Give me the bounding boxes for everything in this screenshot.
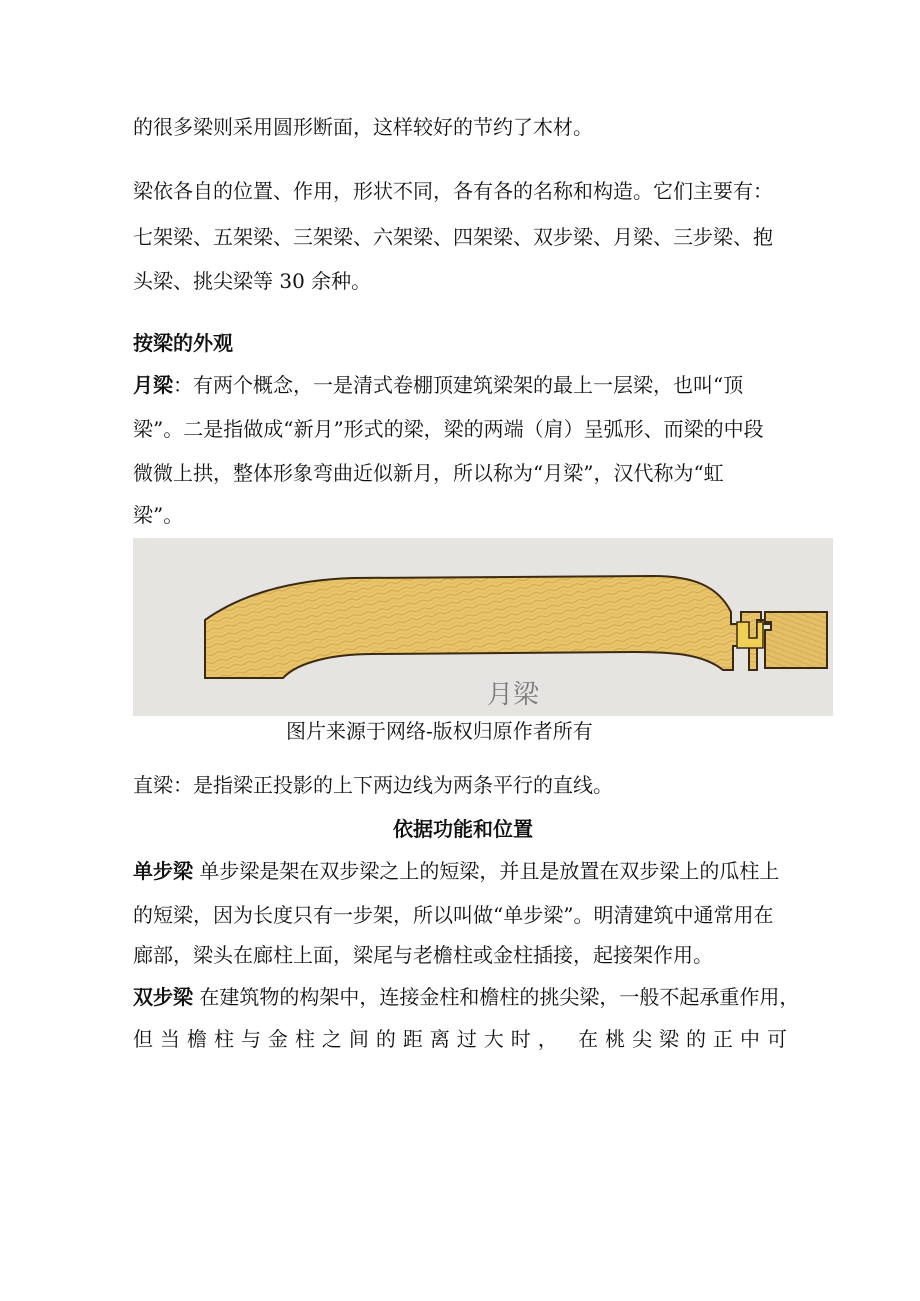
definition-text: ：有两个概念，一是清式卷棚顶建筑梁架的最上一层梁，也叫“顶 [173, 373, 744, 397]
figure-label: 月梁 [486, 680, 539, 710]
section-heading: 按梁的外观 [133, 331, 233, 355]
section-heading: 依据功能和位置 [393, 817, 533, 841]
paragraph-text: 廊部，梁头在廊柱上面，梁尾与老檐柱或金柱插接，起接架作用。 [133, 943, 713, 967]
paragraph-text: 微微上拱，整体形象弯曲近似新月，所以称为“月梁”，汉代称为“虹 [133, 461, 724, 485]
paragraph-text: 的很多梁则采用圆形断面，这样较好的节约了木材。 [133, 115, 593, 139]
moon-beam-image [133, 538, 833, 716]
paragraph-text: 七架梁、五架梁、三架梁、六架梁、四架梁、双步梁、月梁、三步梁、抱 [133, 225, 773, 249]
definition-line [133, 370, 793, 400]
definition-text: 在建筑物的构架中，连接金柱和檐柱的挑尖梁，一般不起承重作用， [193, 985, 800, 1009]
beam-end-block [765, 612, 827, 668]
paragraph-text: 梁”。 [133, 503, 184, 527]
definition-line [133, 982, 800, 1012]
term-label: 月梁 [133, 373, 173, 397]
definition-line [133, 856, 793, 886]
term-label: 双步梁 [133, 985, 193, 1009]
paragraph-text: 梁”。二是指做成“新月”形式的梁，梁的两端（肩）呈弧形、而梁的中段 [133, 417, 764, 441]
term-label: 单步梁 [133, 859, 193, 883]
definition-text: 单步梁是架在双步梁之上的短梁，并且是放置在双步梁上的瓜柱上 [193, 859, 780, 883]
paragraph-text: 直梁：是指梁正投影的上下两边线为两条平行的直线。 [133, 773, 613, 797]
paragraph-text: 的短梁，因为长度只有一步架，所以叫做“单步梁”。明清建筑中通常用在 [133, 903, 774, 927]
figure-caption: 图片来源于网络-版权归原作者所有 [286, 719, 593, 743]
paragraph-text: 梁依各自的位置、作用，形状不同，各有各的名称和构造。它们主要有： [133, 179, 773, 203]
paragraph-text: 但当檐柱与金柱之间的距离过大时， 在桃尖梁的正中可 [133, 1027, 793, 1051]
paragraph-text: 头梁、挑尖梁等 30 余种。 [133, 269, 372, 293]
